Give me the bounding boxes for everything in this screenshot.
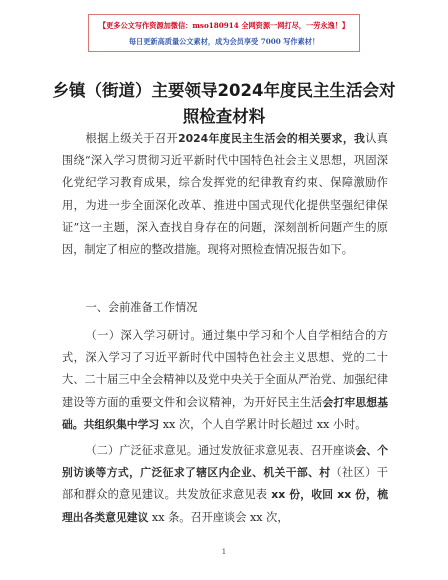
item-2-paragraph bbox=[62, 440, 388, 529]
promo-banner-line-2: 每日更新高质量公文素材，成为会员享受 7000 写作素材！ bbox=[128, 37, 320, 46]
item-2-bold-1: 会、个别访谈等方式，广泛征求了辖区内企业、机关干部、村 bbox=[62, 444, 388, 480]
intro-bold-text: 2024年度民主生活会的相关要求，我 bbox=[178, 132, 366, 145]
item-1-tail: xx 次，个人自学累计时长超过 xx 小时。 bbox=[159, 417, 367, 431]
intro-paragraph bbox=[62, 128, 388, 261]
item-2-bold-2: xx 份，收回 xx 份，梳理出各类意见建议 bbox=[62, 488, 388, 524]
promo-banner bbox=[88, 14, 360, 52]
item-2-lead: （二）广泛征求意见。通过发放征求意见表、召开座谈 bbox=[85, 444, 356, 457]
item-2-mid: （社区）干部和群众的意见建议。共发放征求意见表 bbox=[62, 466, 388, 502]
intro-text-2: 认真围绕“深入学习贯彻习近平新时代中国特色社会主义思想，巩固深化党纪学习教育成果，综合发挥党的纪律教育约束、保障激励作用，为进一步全面深化改革、推进中国式现代化提供坚强纪律保证”这一主题，深入查找自身存在的问题，深刻剖析问题产生的原因，制定了相应的整改措施。现将对照检查情况报告如下。 bbox=[62, 132, 388, 257]
item-1-lead: （一）深入学习研讨。通过集中学习和个人自学相结合的方式，深入学习了习近平新时代中国特色社会主义思想、党的二十大、二十届三中全会精神以及党中央关于全面从严治党、加强纪律建设等方面的重要文件和会议精神，为开好民主生活 bbox=[62, 329, 388, 409]
item-1-bold: 会打牢思想基础。共组织集中学习 bbox=[62, 395, 388, 431]
promo-banner-line-1: 【更多公文写作资源加微信：mso180914 全网资源一网打尽，一劳永逸！】 bbox=[98, 21, 350, 30]
item-1-paragraph bbox=[62, 325, 388, 436]
section-heading-1: 一、会前准备工作情况 bbox=[85, 301, 198, 314]
intro-text-1: 根据上级关于召开 bbox=[85, 132, 179, 145]
page-number: 1 bbox=[221, 548, 227, 556]
document-title: 乡镇（街道）主要领导2024年度民主生活会对照检查材料 bbox=[52, 81, 396, 126]
item-2-tail: xx 条。召开座谈会 xx 次， bbox=[148, 510, 289, 524]
